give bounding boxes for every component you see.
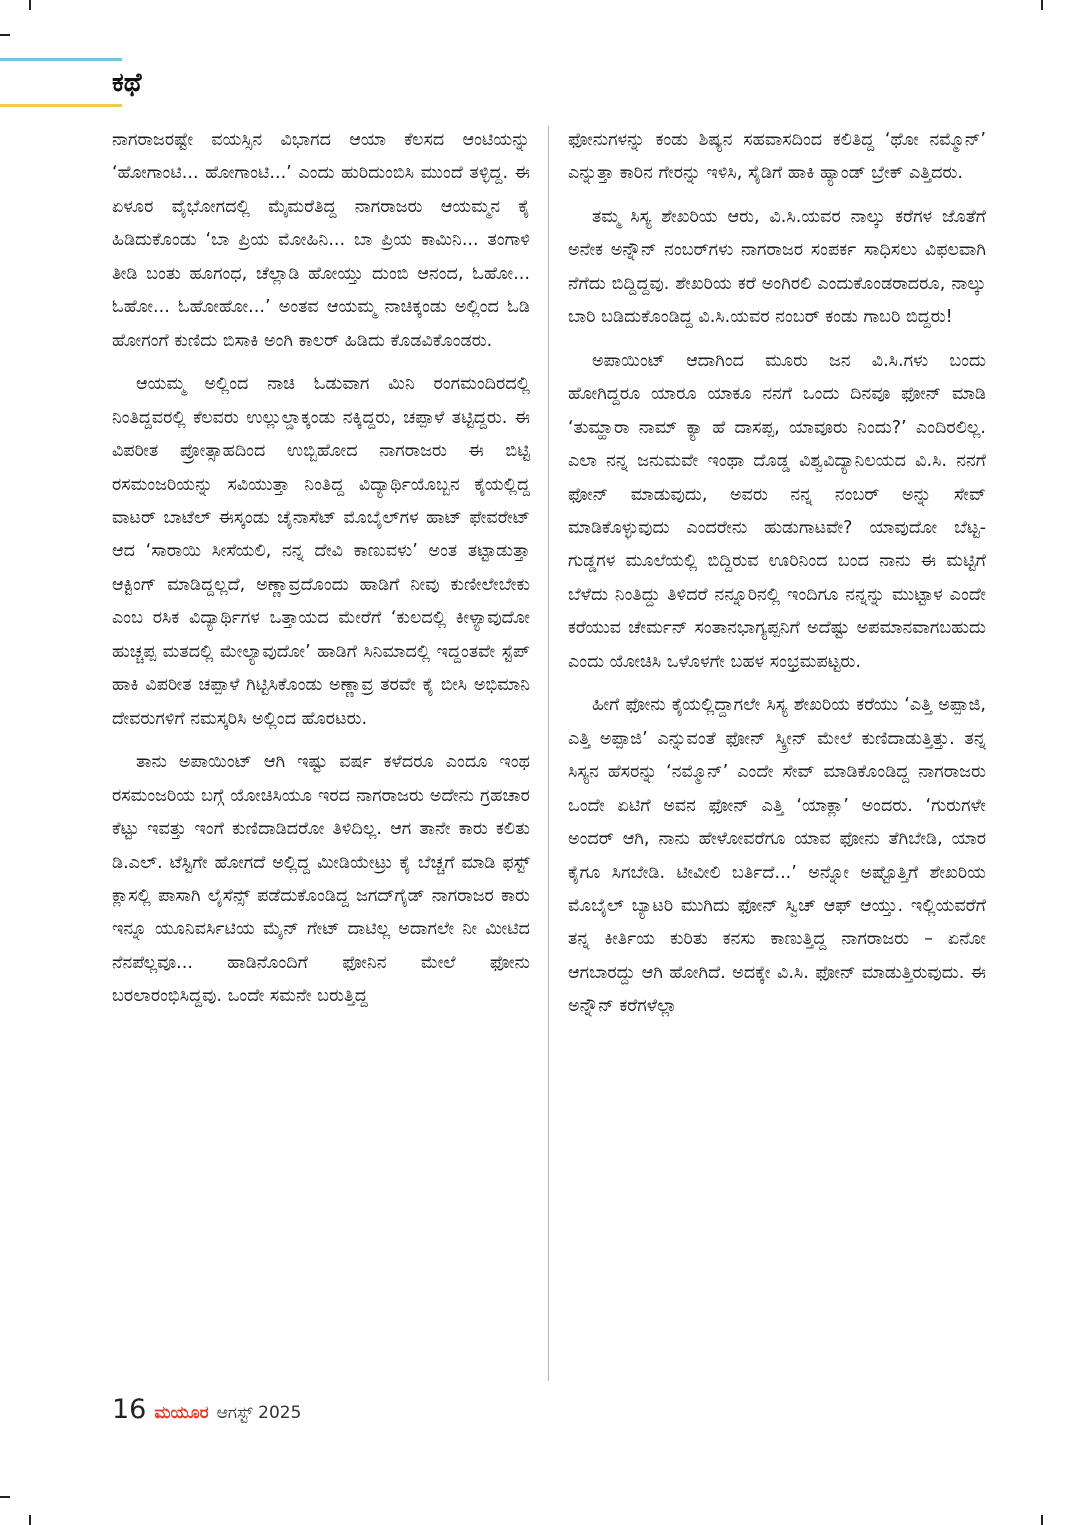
crop-mark [29, 1515, 31, 1525]
crop-mark [1041, 1515, 1043, 1525]
crop-mark [29, 0, 31, 10]
header-rule-top [0, 58, 122, 61]
crop-mark [0, 1496, 10, 1498]
paragraph: ನಾಗರಾಜರಷ್ಟೇ ವಯಸ್ಸಿನ ವಿಭಾಗದ ಆಯಾ ಕೆಲಸದ ಆಂಟಿಯನ್ನು ‘ಹೋಗಾಂಟಿ... ಹೋಗಾಂಟಿ...’ ಎಂದು ಹುರಿದುಂಬಿಸಿ ಮುಂದೆ ತಳ್ಳಿದ್ದ. ಈ ಏಳೂರ ವೈಭೋಗದಲ್ಲಿ ಮೈಮರೆತಿದ್ದ ನಾಗರಾಜರು ಆಯಮ್ಮನ ಕೈ ಹಿಡಿದುಕೊಂಡು ‘ಬಾ ಪ್ರಿಯ ಮೋಹಿನಿ... ಬಾ ಪ್ರಿಯ ಕಾಮಿನಿ... ತಂಗಾಳಿ ತೀಡಿ ಬಂತು ಹೂಗಂಧ, ಚೆಲ್ಲಾಡಿ ಹೋಯ್ತು ದುಂಬಿ ಆನಂದ, ಓಹೋ... ಓಹೋ... ಓಹೋಹೋ...’ ಅಂತವ ಆಯಮ್ಮ ನಾಚಿಕ್ಕಂಡು ಅಲ್ಲಿಂದ ಓಡಿ ಹೋಗಂಗೆ ಕುಣಿದು ಬಿಸಾಕಿ ಅಂಗಿ ಕಾಲರ್ ಹಿಡಿದು ಕೊಡವಿಕೊಂಡರು. [112, 130, 530, 351]
paragraph: ಆಯಮ್ಮ ಅಲ್ಲಿಂದ ನಾಚಿ ಓಡುವಾಗ ಮಿನಿ ರಂಗಮಂದಿರದಲ್ಲಿ ನಿಂತಿದ್ದವರಲ್ಲಿ ಕೆಲವರು ಉಲ್ಲುಲ್ಡಾಕ್ಕಂಡು ನಕ್ಕಿದ್ದರು, ಚಪ್ಪಾಳೆ ತಟ್ಟಿದ್ದರು. ಈ ವಿಪರೀತ ಪ್ರೋತ್ಸಾಹದಿಂದ ಉಬ್ಬಿಹೋದ ನಾಗರಾಜರು ಈ ಬಿಟ್ಟಿ ರಸಮಂಜರಿಯನ್ನು ಸವಿಯುತ್ತಾ ನಿಂತಿದ್ದ ವಿದ್ಯಾರ್ಥಿಯೊಬ್ಬನ ಕೈಯಲ್ಲಿದ್ದ ವಾಟರ್ ಬಾಟೆಲ್ ಈಸ್ಕಂಡು ಚೈನಾಸೆಟ್ ಮೊಬೈಲ್‌ಗಳ ಹಾಟ್ ಫೇವರೇಟ್ ಆದ ‘ಸಾರಾಯಿ ಸೀಸೆಯಲಿ, ನನ್ನ ದೇವಿ ಕಾಣುವಳು’ ಅಂತ ತಟ್ಟಾಡುತ್ತಾ ಆಕ್ಟಿಂಗ್ ಮಾಡಿದ್ದಲ್ಲದೆ, ಅಣ್ಣಾವ್ರದೊಂದು ಹಾಡಿಗೆ ನೀವು ಕುಣೀಲೇಬೇಕು ಎಂಬ ರಸಿಕ ವಿದ್ಯಾರ್ಥಿಗಳ ಒತ್ತಾಯದ ಮೇರೆಗೆ ‘ಕುಲದಲ್ಲಿ ಕೀಳ್ಯಾವುದೋ ಹುಚ್ಚಪ್ಪ ಮತದಲ್ಲಿ ಮೇಲ್ಯಾವುದೋ’ ಹಾಡಿಗೆ ಸಿನಿಮಾದಲ್ಲಿ ಇದ್ದಂತವೇ ಸ್ಟೆಪ್ ಹಾಕಿ ವಿಪರೀತ ಚಪ್ಪಾಳೆ ಗಿಟ್ಟಿಸಿಕೊಂಡು ಅಣ್ಣಾವ್ರ ತರವೇ ಕೈ ಬೀಸಿ ಅಭಿಮಾನಿ ದೇವರುಗಳಿಗೆ ನಮಸ್ಕರಿಸಿ ಅಲ್ಲಿಂದ ಹೊರಟರು. [112, 374, 530, 729]
paragraph: ತಮ್ಮ ಸಿಸ್ಯ ಶೇಖರಿಯ ಆರು, ವಿ.ಸಿ.ಯವರ ನಾಲ್ಕು ಕರೆಗಳ ಜೊತೆಗೆ ಅನೇಕ ಅನ್ನೌನ್ ನಂಬರ್‌ಗಳು ನಾಗರಾಜರ ಸಂಪರ್ಕ ಸಾಧಿಸಲು ವಿಫಲವಾಗಿ ನೆಗೆದು ಬಿದ್ದಿದ್ದವು. ಶೇಖರಿಯ ಕರೆ ಅಂಗಿರಲಿ ಎಂದುಕೊಂಡರಾದರೂ, ನಾಲ್ಕು ಬಾರಿ ಬಡಿದುಕೊಂಡಿದ್ದ ವಿ.ಸಿ.ಯವರ ನಂಬರ್ ಕಂಡು ಗಾಬರಿ ಬಿದ್ದರು! [568, 206, 986, 328]
page-number: 16 [112, 1394, 147, 1425]
section-label: ಕಥೆ [112, 68, 142, 98]
left-column [112, 124, 530, 1024]
magazine-name: ಮಯೂರ [154, 1403, 209, 1423]
page-footer [112, 1394, 301, 1425]
paragraph: ತಾನು ಅಪಾಯಿಂಟ್ ಆಗಿ ಇಷ್ಟು ವರ್ಷ ಕಳೆದರೂ ಎಂದೂ ಇಂಥ ರಸಮಂಜರಿಯ ಬಗ್ಗೆ ಯೋಚಿಸಿಯೂ ಇರದ ನಾಗರಾಜರು ಅದೇನು ಗ್ರಹಚಾರ ಕೆಟ್ಟು ಇವತ್ತು ಇಂಗೆ ಕುಣಿದಾಡಿದರೋ ತಿಳಿದಿಲ್ಲ. ಆಗ ತಾನೇ ಕಾರು ಕಲಿತು ಡಿ.ಎಲ್. ಟೆಸ್ಟಿಗೇ ಹೋಗದೆ ಅಲ್ಲಿದ್ದ ಮೀಡಿಯೇಟ್ರು ಕೈ ಬೆಚ್ಚಗೆ ಮಾಡಿ ಫಸ್ಟ್ ಕ್ಲಾಸಲ್ಲಿ ಪಾಸಾಗಿ ಲೈಸೆನ್ಸ್ ಪಡೆದುಕೊಂಡಿದ್ದ ಜಗದ್‌ಗೈಡ್ ನಾಗರಾಜರ ಕಾರು ಇನ್ನೂ ಯೂನಿವರ್ಸಿಟಿಯ ಮೈನ್ ಗೇಟ್ ದಾಟಿಲ್ಲ ಅದಾಗಲೇ ನೀ ಮೀಟಿದ ನೆನಪೆಲ್ಲವೂ... ಹಾಡಿನೊಂದಿಗೆ ಫೋನಿನ ಮೇಲೆ ಫೋನು ಬರಲಾರಂಭಿಸಿದ್ದವು. ಒಂದೇ ಸಮನೇ ಬರುತ್ತಿದ್ದ [112, 752, 530, 1007]
right-column [568, 124, 986, 1034]
issue-date: ಆಗಸ್ಟ್ 2025 [216, 1403, 302, 1423]
paragraph: ಹೀಗೆ ಫೋನು ಕೈಯಲ್ಲಿದ್ದಾಗಲೇ ಸಿಸ್ಯ ಶೇಖರಿಯ ಕರೆಯು ‘ಎತ್ತಿ ಅಪ್ಪಾಜಿ, ಎತ್ತಿ ಅಪ್ಪಾಜಿ’ ಎನ್ನುವಂತೆ ಫೋನ್ ಸ್ಕ್ರೀನ್ ಮೇಲೆ ಕುಣಿದಾಡುತ್ತಿತ್ತು. ತನ್ನ ಸಿಸ್ಯನ ಹೆಸರನ್ನು ‘ನಮ್ಮೊನ್’ ಎಂದೇ ಸೇವ್ ಮಾಡಿಕೊಂಡಿದ್ದ ನಾಗರಾಜರು ಒಂದೇ ಏಟಿಗೆ ಅವನ ಫೋನ್ ಎತ್ತಿ ‘ಯಾಕ್ಲಾ’ ಅಂದರು. ‘ಗುರುಗಳೇ ಅಂದರ್ ಆಗಿ, ನಾನು ಹೇಳೋವರೆಗೂ ಯಾವ ಫೋನು ತೆಗಿಬೇಡಿ, ಯಾರ ಕೈಗೂ ಸಿಗಬೇಡಿ. ಟೀವೀಲಿ ಬರ್ತಿದೆ...’ ಅನ್ನೋ ಅಷ್ಟೊತ್ತಿಗೆ ಶೇಖರಿಯ ಮೊಬೈಲ್ ಬ್ಯಾಟರಿ ಮುಗಿದು ಫೋನ್ ಸ್ವಿಚ್ ಆಫ್ ಆಯ್ತು. ಇಲ್ಲಿಯವರೆಗೆ ತನ್ನ ಕೀರ್ತಿಯ ಕುರಿತು ಕನಸು ಕಾಣುತ್ತಿದ್ದ ನಾಗರಾಜರು – ಏನೋ ಆಗಬಾರದ್ದು ಆಗಿ ಹೋಗಿದೆ. ಅದಕ್ಕೇ ವಿ.ಸಿ. ಫೋನ್ ಮಾಡುತ್ತಿರುವುದು. ಈ ಅನ್ನೌನ್ ಕರೆಗಳೆಲ್ಲಾ [568, 695, 986, 1017]
crop-mark [1041, 0, 1043, 10]
column-divider [548, 126, 549, 1381]
paragraph: ಫೋನುಗಳನ್ನು ಕಂಡು ಶಿಷ್ಯನ ಸಹವಾಸದಿಂದ ಕಲಿತಿದ್ದ ‘ಥೋ ನಮ್ಮೊನ್’ ಎನ್ನುತ್ತಾ ಕಾರಿನ ಗೇರನ್ನು ಇಳಿಸಿ, ಸೈಡಿಗೆ ಹಾಕಿ ಹ್ಯಾಂಡ್ ಬ್ರೇಕ್ ಎತ್ತಿದರು. [568, 130, 986, 184]
crop-mark [0, 34, 10, 36]
paragraph: ಅಪಾಯಿಂಟ್ ಆದಾಗಿಂದ ಮೂರು ಜನ ವಿ.ಸಿ.ಗಳು ಬಂದು ಹೋಗಿದ್ದರೂ ಯಾರೂ ಯಾಕೂ ನನಗೆ ಒಂದು ದಿನವೂ ಫೋನ್ ಮಾಡಿ ‘ತುಮ್ಹಾರಾ ನಾಮ್ ಕ್ಯಾ ಹೆ ದಾಸಪ್ಪ, ಯಾವೂರು ನಿಂದು?’ ಎಂದಿರಲಿಲ್ಲ. ಎಲಾ ನನ್ನ ಜನುಮವೇ ಇಂಥಾ ದೊಡ್ಡ ವಿಶ್ವವಿದ್ಯಾನಿಲಯದ ವಿ.ಸಿ. ನನಗೆ ಫೋನ್ ಮಾಡುವುದು, ಅವರು ನನ್ನ ನಂಬರ್ ಅನ್ನು ಸೇವ್ ಮಾಡಿಕೊಳ್ಳುವುದು ಎಂದರೇನು ಹುಡುಗಾಟವೇ? ಯಾವುದೋ ಬೆಟ್ಟ-ಗುಡ್ಡಗಳ ಮೂಲೆಯಲ್ಲಿ ಬಿದ್ದಿರುವ ಊರಿನಿಂದ ಬಂದ ನಾನು ಈ ಮಟ್ಟಿಗೆ ಬೆಳೆದು ನಿಂತಿದ್ದು ತಿಳಿದರೆ ನನ್ನೂರಿನಲ್ಲಿ ಇಂದಿಗೂ ನನ್ನನ್ನು ಮುಟ್ಟಾಳ ಎಂದೇ ಕರೆಯುವ ಚೇರ್ಮನ್ ಸಂತಾನಭಾಗ್ಯಪ್ಪನಿಗೆ ಅದೆಷ್ಟು ಅಪಮಾನವಾಗಬಹುದು ಎಂದು ಯೋಚಿಸಿ ಒಳೊಳಗೇ ಬಹಳ ಸಂಭ್ರಮಪಟ್ಟರು. [568, 350, 986, 672]
header-rule-bottom [0, 104, 122, 107]
